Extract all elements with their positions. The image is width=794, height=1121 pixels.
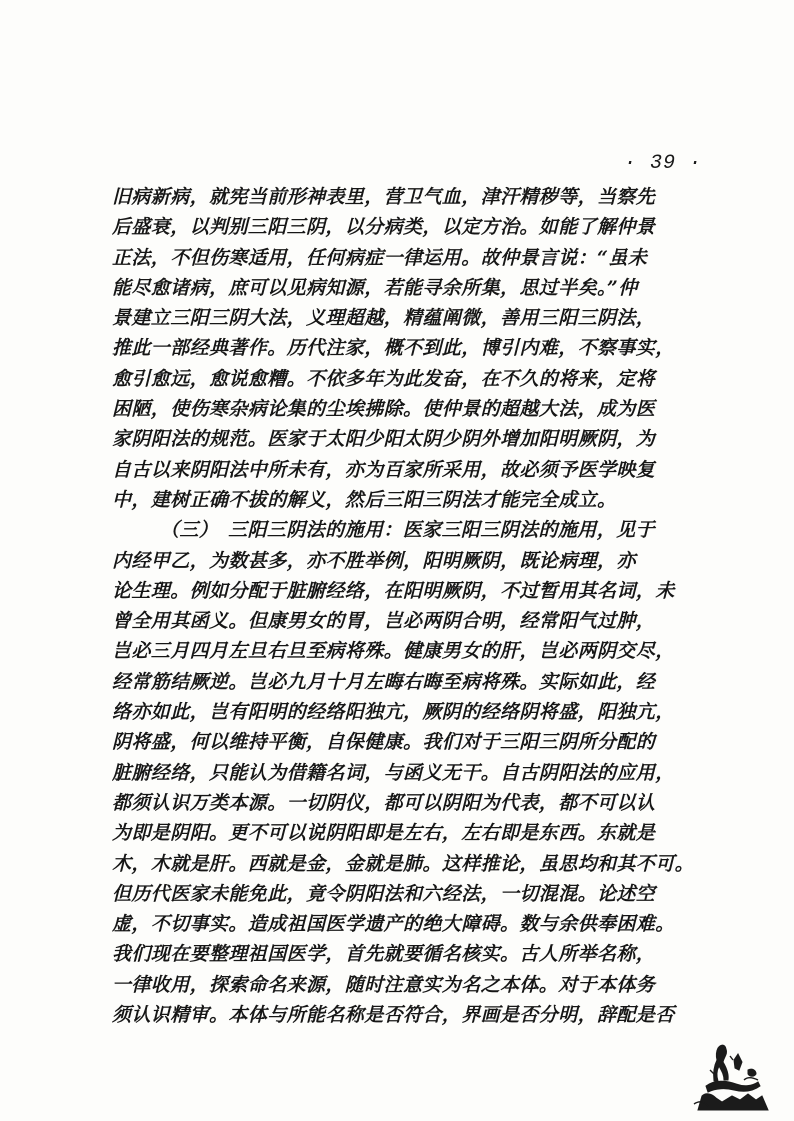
text-line: 旧病新病，就宪当前形神表里，营卫气血，津汗精秽等，当察先 [112,186,656,208]
text-line: 我们现在要整理祖国医学，首先就要循名核实。古人所举名称， [112,943,656,966]
text-line: 能尽愈诸病，庶可以见病知源，若能寻余所集，思过半矣。”仲 [112,276,638,299]
text-line: 后盛衰，以判别三阳三阴，以分病类，以定方治。如能了解仲景 [112,216,656,239]
text-line: 景建立三阳三阴大法，义理超越，精蕴阐微，善用三阳三阴法， [112,307,656,330]
text-line: 困陋，使伤寒杂病论集的尘埃拂除。使仲景的超越大法，成为医 [112,398,656,421]
text-line: 自古以来阴阳法中所未有，亦为百家所采用，故必须予医学映复 [112,458,656,481]
page-number: · 39 · [624,152,703,175]
text-line: 愈引愈远，愈说愈糟。不依多年为此发奋，在不久的将来，定将 [112,367,656,390]
text-line: 都须认识万类本源。一切阴仪，都可以阴阳为代表，都不可以认 [112,791,656,814]
text-line: 脏腑经络，只能认为借籍名词，与函义无干。自古阴阳法的应用， [112,761,675,784]
text-line: 虚，不切事实。造成祖国医学遗产的绝大障碍。数与余供奉困难。 [112,913,675,936]
section-heading-line: （三） 三阳三阴法的施用：医家三阳三阴法的施用，见于 [160,519,655,542]
text-line: 一律收用，探索命名来源，随时注意实为名之本体。对于本体务 [112,973,656,996]
text-line: 但历代医家未能免此，竟令阴阳法和六经法，一切混混。论述空 [112,882,656,905]
text-line: 中，建树正确不拔的解义，然后三阳三阴法才能完全成立。 [112,488,617,511]
text-line: 推此一部经典著作。历代注家，概不到此，博引内难，不察事实， [112,337,675,360]
text-line: 经常筋结厥逆。岂必九月十月左晦右晦至病将殊。实际如此，经 [112,670,656,693]
text-line: 家阴阳法的规范。医家于太阳少阳太阴少阴外增加阳明厥阴，为 [112,428,656,451]
text-line: 岂必三月四月左旦右旦至病将殊。健康男女的肝，岂必两阴交尽， [112,640,675,663]
text-line: 络亦如此，岂有阳明的经络阳独亢，厥阴的经络阴将盛，阳独亢， [112,701,675,724]
body-text [112,182,726,1030]
text-line: 木，木就是肝。西就是金，金就是肺。这样推论，虽思均和其不可。 [112,852,695,875]
text-line: 正法，不但伤寒适用，任何病症一律运用。故仲景言说：“虽未 [112,246,648,269]
seal-figure-icon [688,1040,772,1112]
text-line: 内经甲乙，为数甚多，亦不胜举例，阳明厥阴，既论病理，亦 [112,549,636,572]
text-line: 须认识精审。本体与所能名称是否符合，界画是否分明，辞配是否 [112,1004,675,1027]
text-line: 阴将盛，何以维持平衡，自保健康。我们对于三阳三阴所分配的 [112,731,656,754]
text-line: 为即是阴阳。更不可以说阴阳即是左右，左右即是东西。东就是 [112,822,656,845]
text-line: 论生理。例如分配于脏腑经络，在阳明厥阴，不过暂用其名词，未 [112,579,675,602]
text-line: 曾全用其函义。但康男女的胃，岂必两阴合明，经常阳气过肿， [112,610,656,633]
